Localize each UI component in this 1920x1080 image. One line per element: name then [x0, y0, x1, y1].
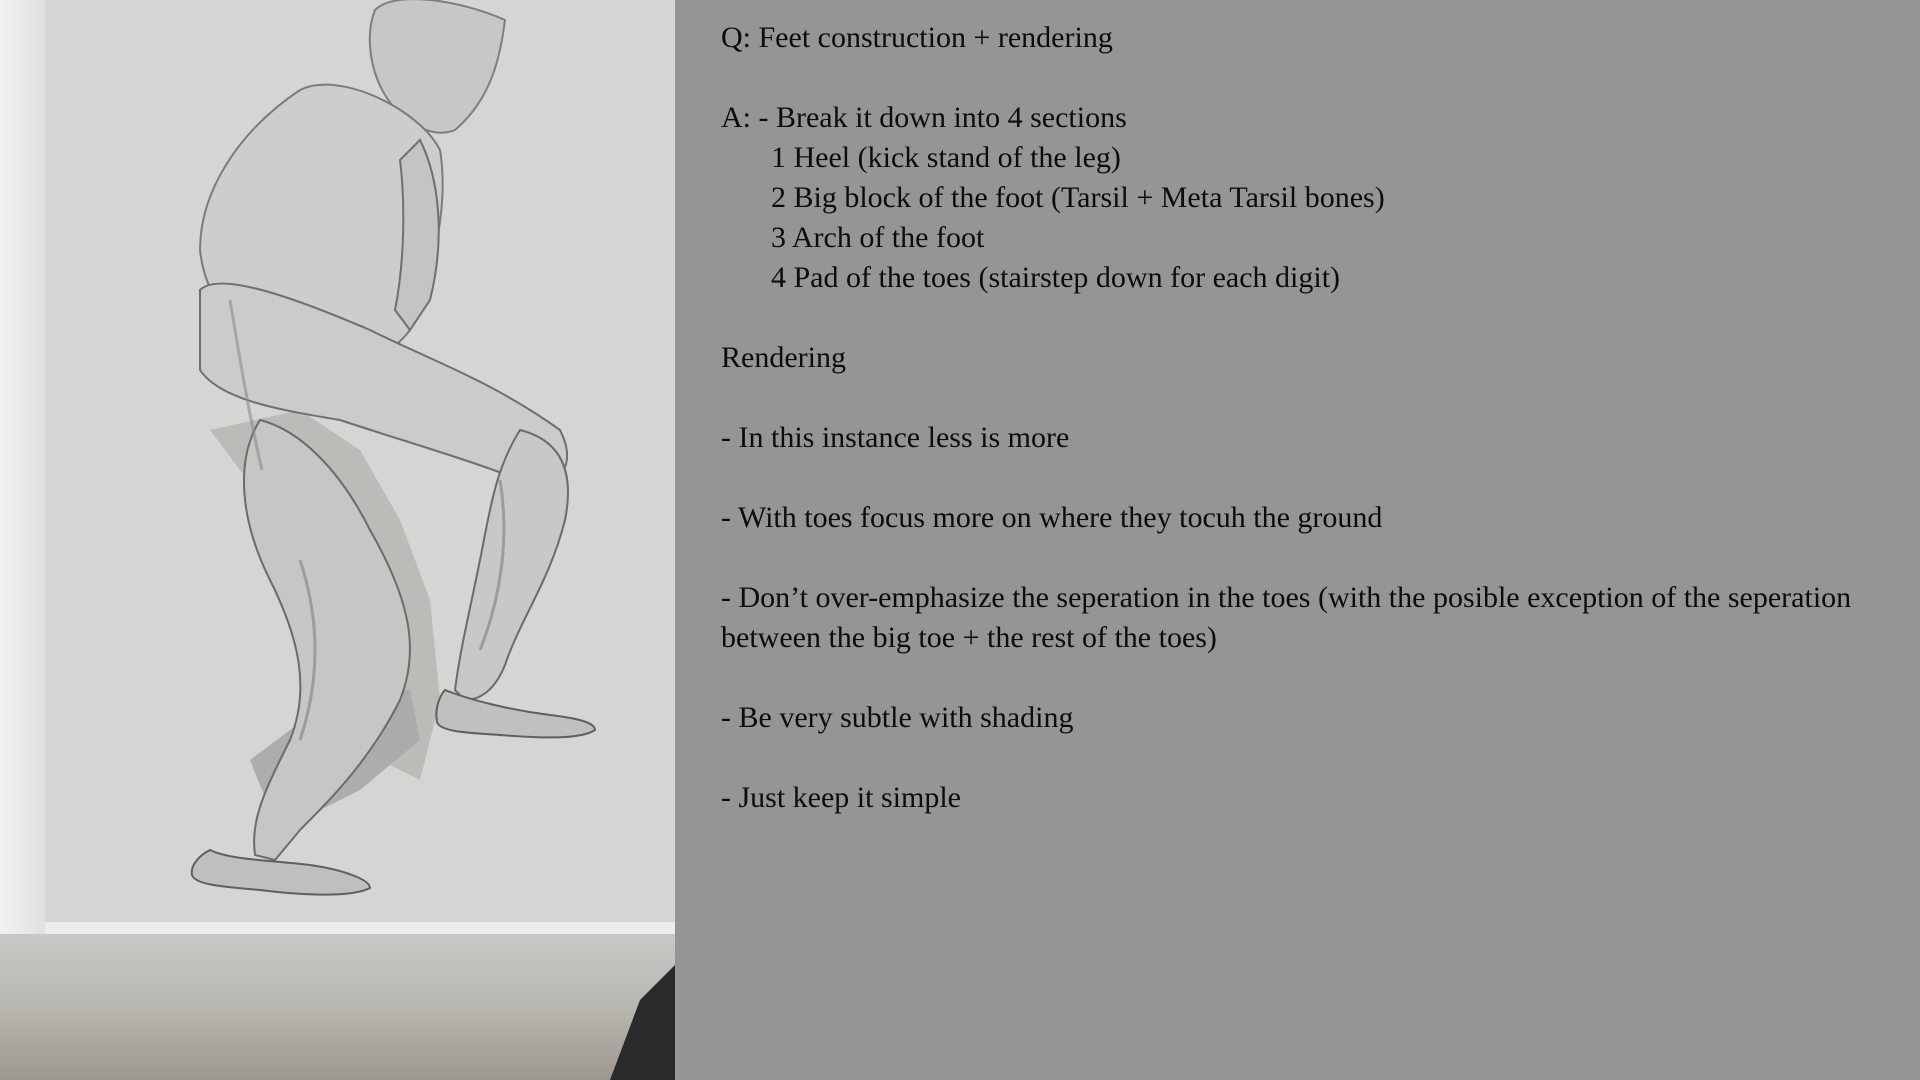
- rendering-heading: Rendering: [721, 341, 846, 374]
- answer-intro: A: - Break it down into 4 sections: [721, 101, 1127, 134]
- spacer: [721, 538, 1881, 578]
- floor: [0, 934, 675, 1080]
- tip-subtle-shading: - Be very subtle with shading: [721, 701, 1074, 734]
- section-item-heel: 1 Heel (kick stand of the leg): [771, 141, 1121, 174]
- spacer: [721, 378, 1881, 418]
- section-item-toe-pad: 4 Pad of the toes (stairstep down for each digit): [771, 261, 1341, 294]
- spacer: [721, 658, 1881, 698]
- question-line: Q: Feet construction + rendering: [721, 21, 1113, 54]
- figure-drawing-photo: [0, 0, 675, 1080]
- spacer: [721, 738, 1881, 778]
- spacer: [721, 458, 1881, 498]
- spacer: [721, 58, 1881, 98]
- sheet-border: [45, 922, 675, 934]
- tip-less-is-more: - In this instance less is more: [721, 421, 1070, 454]
- tip-toe-separation: - Don’t over-emphasize the seperation in the toes (with the posible exception of the seperation between the big toe + the rest of the toes): [721, 581, 1859, 654]
- tip-keep-simple: - Just keep it simple: [721, 781, 961, 814]
- notes-panel: [721, 18, 1881, 818]
- figure-drawing-image: [0, 0, 675, 1080]
- tip-toes-ground: - With toes focus more on where they tocuh the ground: [721, 501, 1383, 534]
- section-item-arch: 3 Arch of the foot: [771, 221, 985, 254]
- spacer: [721, 298, 1881, 338]
- section-item-big-block: 2 Big block of the foot (Tarsil + Meta Tarsil bones): [771, 181, 1385, 214]
